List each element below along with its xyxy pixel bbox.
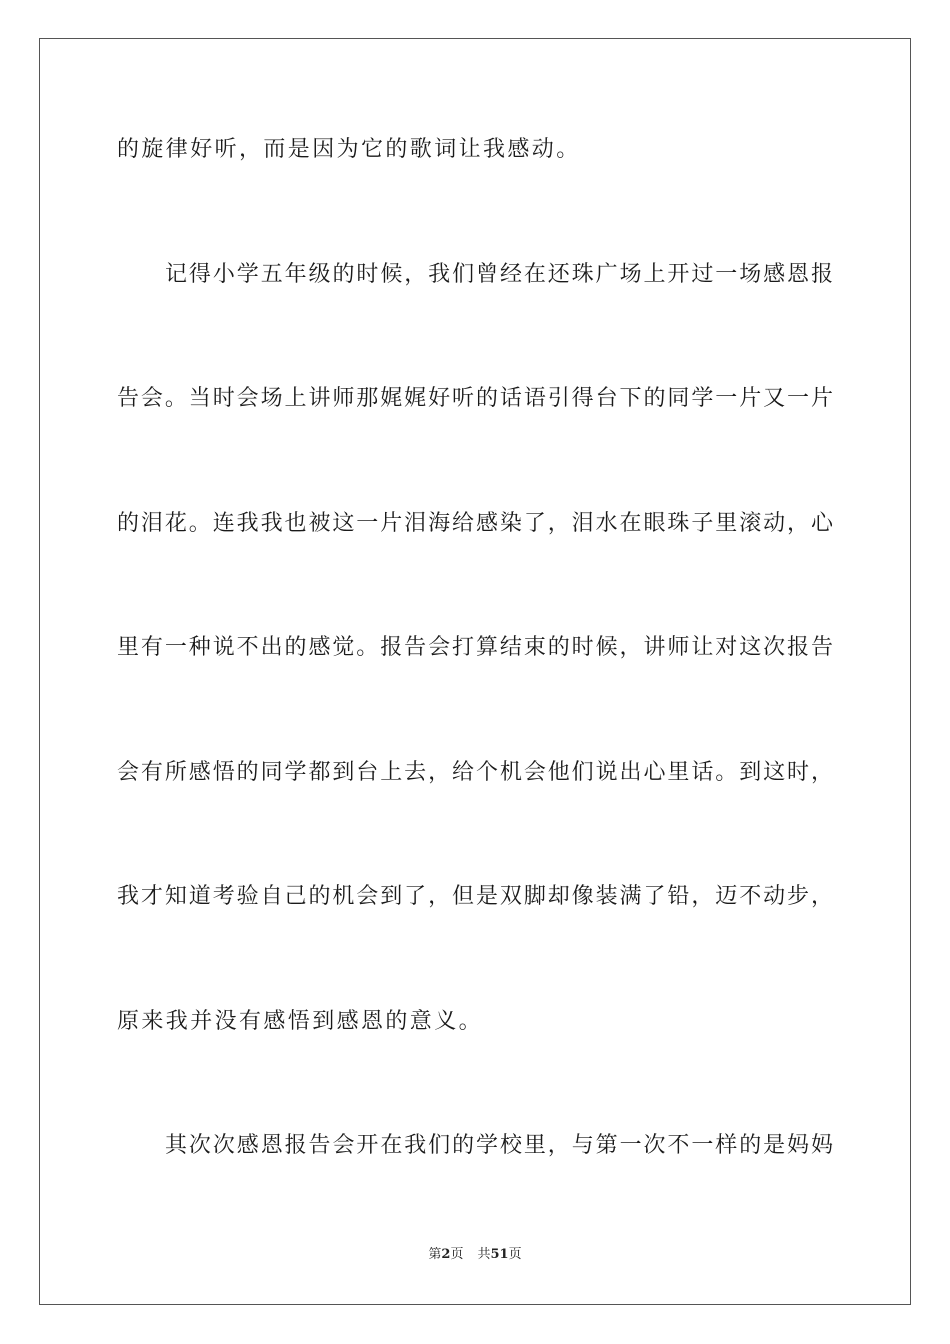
text-line-6: 会有所感悟的同学都到台上去，给个机会他们说出心里话。到这时， xyxy=(117,760,833,785)
footer-page-prefix: 第 xyxy=(428,1247,442,1262)
text-line-7: 我才知道考验自己的机会到了，但是双脚却像装满了铅，迈不动步， xyxy=(117,884,833,909)
footer-total-pages: 51 xyxy=(490,1247,509,1262)
text-line-9: 其次次感恩报告会开在我们的学校里，与第一次不一样的是妈妈 xyxy=(165,1133,833,1158)
page-footer xyxy=(0,1246,950,1264)
text-line-3: 告会。当时会场上讲师那娓娓好听的话语引得台下的同学一片又一片 xyxy=(117,386,833,411)
text-line-8: 原来我并没有感悟到感恩的意义。 xyxy=(117,1009,484,1034)
footer-total-prefix: 共 xyxy=(477,1247,491,1262)
page-border xyxy=(39,38,911,1305)
footer-page-number: 2 xyxy=(441,1247,451,1262)
text-line-5: 里有一种说不出的感觉。报告会打算结束的时候，讲师让对这次报告 xyxy=(117,635,833,660)
text-line-4: 的泪花。连我我也被这一片泪海给感染了，泪水在眼珠子里滚动，心 xyxy=(117,511,833,536)
footer-total-suffix: 页 xyxy=(508,1247,522,1262)
footer-page-suffix: 页 xyxy=(450,1247,464,1262)
text-line-2: 记得小学五年级的时候，我们曾经在还珠广场上开过一场感恩报 xyxy=(165,262,833,287)
text-line-1: 的旋律好听，而是因为它的歌词让我感动。 xyxy=(117,137,581,162)
